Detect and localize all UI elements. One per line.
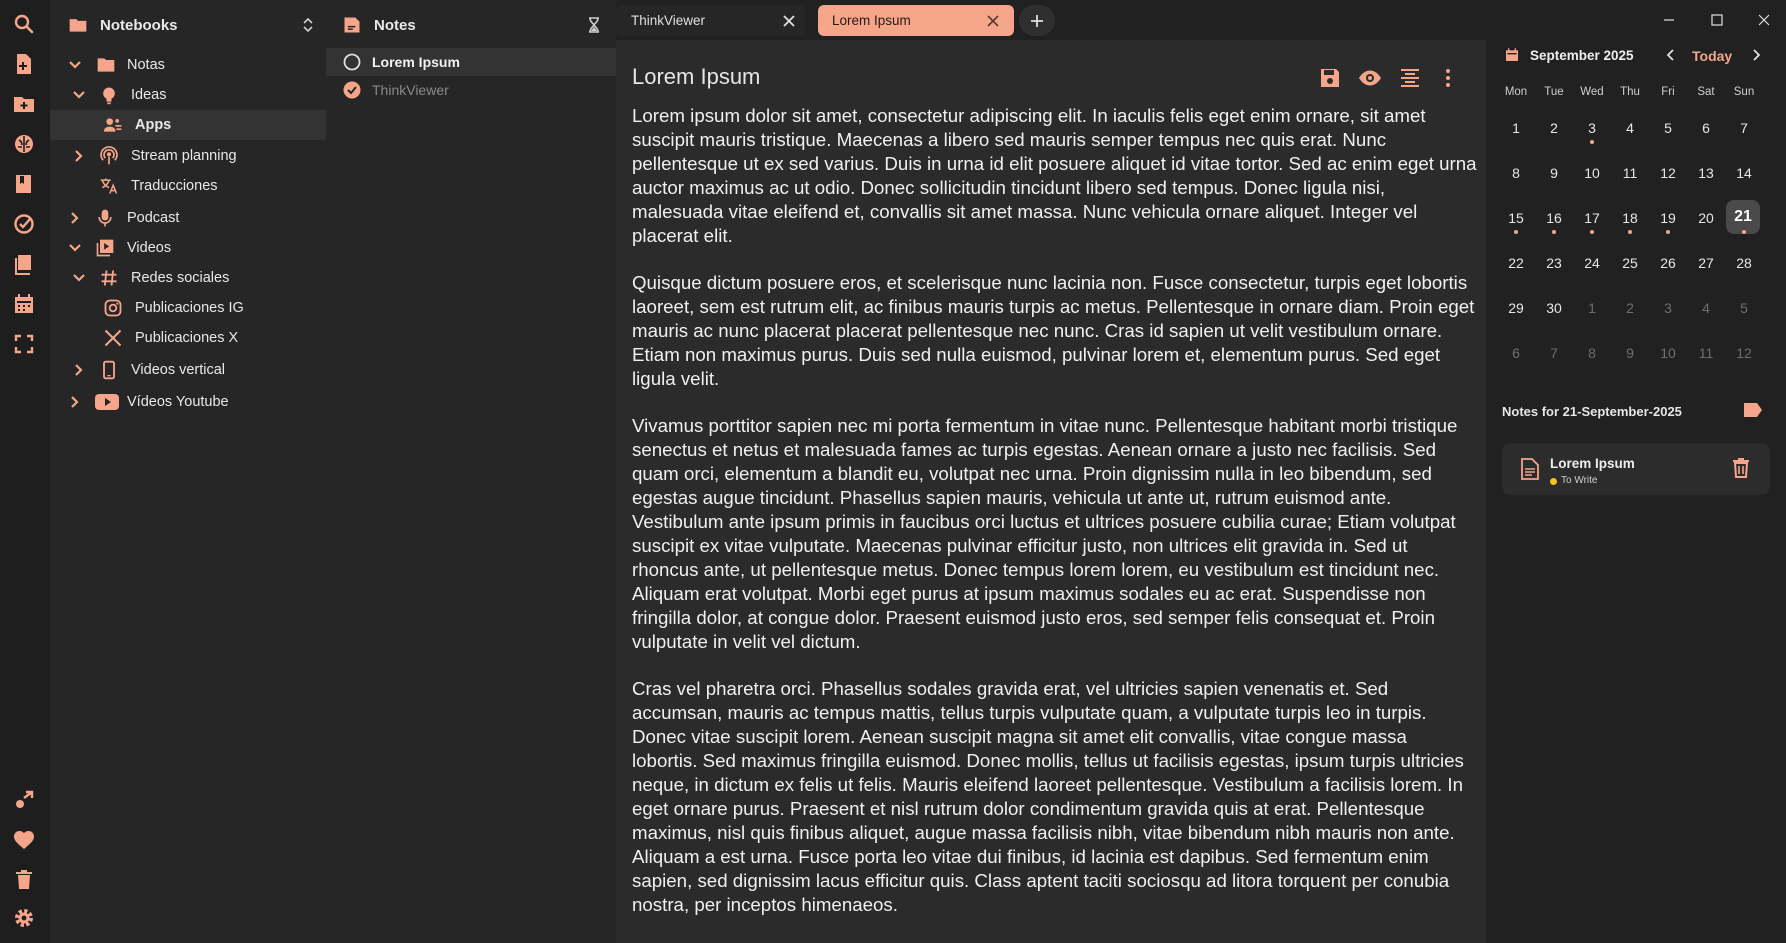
new-tab-button[interactable] [1019,5,1055,36]
weekday-label: Tue [1544,86,1564,98]
notes-header [342,12,602,38]
youtube-icon [95,392,119,412]
chevron-right-icon[interactable] [69,360,89,380]
paragraph: Quisque dictum posuere eros, et scelerisque nunc lacinia non. Fusce consectetur, turpis eget lobortis laoreet, sem est rutrum elit, ac finibus mauris turpis ac metus. Pellentesque in ornare diam. Proin eget mauris ac nunc placerat placerat pellentesque nec nunc. Cras id sapien ut velit vestibulum ornare. Etiam non maximus purus. Duis sed nulla euismod, pulvinar lorem et, elementum purus. Sed eget ligula velit. [632,272,1475,389]
calendar-day[interactable]: 8 [1588,345,1596,361]
calendar-day[interactable]: 13 [1698,165,1714,181]
tree-item-label: Apps [135,117,172,133]
note-item-label: ThinkViewer [372,82,449,98]
paragraph: Vivamus porttitor sapien nec mi porta fermentum in vitae nunc. Pellentesque habitant morbi tristique senectus et netus et malesuada fames ac turpis egestas. Aenean ornare a justo nec facilisis. Sed quam orci, elementum a blandit eu, volutpat nec urna. Proin dignissim nulla in leo bibendum, sed egestas augue tincidunt. Phasellus sapien mauris, vehicula ut ante ut, rutrum euismod ante. Vestibulum ante ipsum primis in faucibus orci luctus et ultrices posuere cubilia curae; Etiam volutpat suscipit ex vitae vulputate. Maecenas pulvinar efficitur justo, non ultrices elit gravida in. Sed ut rhoncus ante, ut pellentesque metus. Donec tempus lorem lorem, eu vestibulum est tincidunt nec. Aliquam erat volutpat. Morbi eget purus at ipsum maximus sodales eu ac erat. Suspendisse non fringilla dolor, at congue dolor. Praesent euismod justo eros, sed semper felis consequat et. Proin vulputate in velit vel dictum. [632,415,1458,652]
microphone-icon [95,208,115,228]
chevron-right-icon[interactable] [65,208,85,228]
tree-item-ideas[interactable] [50,80,326,110]
tree-item-apps[interactable] [50,110,326,140]
calendar-day-today[interactable]: 21 [1726,200,1760,234]
document-icon [1520,458,1540,480]
calendar-day[interactable]: 7 [1740,120,1748,136]
tree-item-label: Videos vertical [131,362,226,378]
tag-icon[interactable] [1744,403,1762,417]
trash-icon[interactable] [12,868,36,892]
chevron-down-icon[interactable] [69,268,89,288]
hashtag-icon [99,268,119,288]
close-icon[interactable] [782,14,796,28]
preview-eye-icon[interactable] [1358,66,1382,90]
chevron-right-icon[interactable] [69,146,89,166]
more-vertical-icon[interactable] [1436,66,1460,90]
weekday-label: Sat [1697,86,1715,98]
calendar-day[interactable]: 5 [1664,120,1672,136]
phone-icon [99,360,119,380]
calendar-day[interactable]: 1 [1512,120,1520,136]
circle-outline-icon[interactable] [342,52,362,72]
maximize-icon[interactable] [1710,13,1724,27]
align-center-icon[interactable] [1398,66,1422,90]
book-icon[interactable] [12,172,36,196]
calendar-panel [1486,0,1786,943]
notebooks-header [68,12,318,38]
window-close-icon[interactable] [1757,13,1771,27]
tab-label: ThinkViewer [631,13,706,28]
note-icon [342,15,362,35]
delete-icon[interactable] [1732,458,1750,478]
weekday-label: Sun [1733,86,1755,98]
calendar-day[interactable]: 10 [1584,165,1600,181]
calendar-day[interactable]: 5 [1740,300,1748,316]
calendar-day[interactable]: 27 [1698,255,1714,271]
focus-icon[interactable] [12,332,36,356]
tree-item-publicaciones-ig[interactable] [50,293,326,323]
tree-item-label: Publicaciones X [135,330,239,346]
calendar-day[interactable]: 15 [1508,210,1524,226]
chevron-down-icon[interactable] [69,85,89,105]
tree-item-notas[interactable] [50,50,326,80]
weekday-label: Mon [1504,86,1528,98]
calendar-day[interactable]: 23 [1546,255,1562,271]
hourglass-icon[interactable] [586,17,602,33]
tree-item-label: Notas [127,57,165,73]
calendar-day[interactable]: 16 [1546,210,1562,226]
chevron-down-icon[interactable] [65,55,85,75]
tree-item-publicaciones-x[interactable] [50,323,326,353]
calendar-day[interactable]: 30 [1546,300,1562,316]
save-icon[interactable] [1318,66,1342,90]
paragraph: Lorem ipsum dolor sit amet, consectetur adipiscing elit. In iaculis felis eget enim ornare, sit amet suscipit mauris tristique. Maecenas a libero sed mauris semper tempus nec quis erat. Nunc pellentesque ut ex sed varius. Duis in urna id elit posuere aliquet id vitae tortor. Sed ac enim eget urna auctor maximus ac ut odio. Donec sollicitudin tincidunt libero sed tempus. Donec ligula nisi, malesuada vitae eleifend et, convallis sit amet massa. Nunc vehicula ornare aliquet. Integer vel placerat elit. [632,105,1477,246]
event-dot [1590,140,1594,144]
weekday-label: Wed [1580,86,1604,98]
calendar-day[interactable]: 26 [1660,255,1676,271]
calendar-day[interactable]: 20 [1698,210,1714,226]
podcast-antenna-icon [99,146,119,166]
calendar-day[interactable]: 3 [1588,120,1596,136]
check-circle-icon[interactable] [12,212,36,236]
tab-lorem-ipsum[interactable] [818,5,1014,36]
calendar-day[interactable]: 12 [1736,345,1752,361]
day-note-status: To Write [1561,475,1598,486]
chevron-right-icon[interactable] [65,392,85,412]
calendar-day[interactable]: 7 [1550,345,1558,361]
note-item-lorem-ipsum[interactable] [326,48,616,76]
chevron-down-icon[interactable] [65,238,85,258]
calendar-day[interactable]: 9 [1626,345,1634,361]
people-icon [103,115,123,135]
library-icon[interactable] [12,252,36,276]
calendar-day[interactable]: 14 [1736,165,1752,181]
tree-item-stream-planning[interactable] [50,141,326,171]
sort-toggle-icon[interactable] [300,17,316,33]
video-library-icon [95,238,115,258]
tree-item-traducciones[interactable] [50,171,326,201]
minimize-icon[interactable] [1662,13,1676,27]
calendar-day[interactable]: 6 [1702,120,1710,136]
tab-bar [616,0,1486,40]
tree-item-label: Redes sociales [131,270,230,286]
calendar-day[interactable]: 3 [1664,300,1672,316]
tree-item-label: Videos [127,240,172,256]
note-item-thinkviewer[interactable] [326,76,616,104]
event-dot [1628,230,1632,234]
day-note-card[interactable] [1502,443,1770,495]
tree-item-videos-vertical[interactable] [50,355,326,385]
event-dot [1666,230,1670,234]
note-editor[interactable] [616,40,1486,943]
notes-list-panel [326,0,616,943]
event-dot [1742,230,1746,234]
new-folder-icon[interactable] [12,92,36,116]
calendar-day[interactable]: 10 [1660,345,1676,361]
day-note-title: Lorem Ipsum [1550,456,1635,471]
close-icon[interactable] [986,14,1000,28]
check-circle-icon[interactable] [342,80,362,100]
tab-label: Lorem Ipsum [832,13,911,28]
calendar-day[interactable]: 28 [1736,255,1752,271]
notebooks-title: Notebooks [100,16,178,34]
tree-item-label: Traducciones [131,178,218,194]
tree-item-videos[interactable] [50,233,326,263]
translate-icon [99,176,119,196]
icon-rail [0,0,51,943]
tree-item-redes-sociales[interactable] [50,263,326,293]
instagram-icon [103,298,123,318]
calendar-day[interactable]: 1 [1588,300,1596,316]
notebook-tree [50,0,327,943]
import-icon[interactable] [12,788,36,812]
lightbulb-icon [99,85,119,105]
calendar-day[interactable]: 17 [1584,210,1600,226]
calendar-month-label: September 2025 [1530,48,1634,63]
tree-item-label: Ideas [131,87,167,103]
calendar-day[interactable]: 22 [1508,255,1524,271]
calendar-icon[interactable] [12,292,36,316]
status-dot [1550,478,1557,485]
calendar-day[interactable]: 12 [1660,165,1676,181]
folder-icon [96,55,116,75]
calendar-day[interactable]: 24 [1584,255,1600,271]
tree-item-label: Publicaciones IG [135,300,244,316]
calendar-day[interactable]: 4 [1626,120,1634,136]
tree-item-label: Podcast [127,210,180,226]
today-button[interactable]: Today [1692,48,1733,64]
heart-icon[interactable] [12,828,36,852]
calendar-day[interactable]: 29 [1508,300,1524,316]
brain-icon[interactable] [12,132,36,156]
calendar-day[interactable]: 6 [1512,345,1520,361]
day-notes-heading: Notes for 21-September-2025 [1502,404,1682,419]
calendar-day[interactable]: 8 [1512,165,1520,181]
calendar-day[interactable]: 11 [1698,345,1714,361]
chevron-right-icon[interactable] [1750,49,1762,61]
chevron-left-icon[interactable] [1665,49,1677,61]
calendar-icon [1504,47,1520,63]
search-icon[interactable] [12,12,36,36]
event-dot [1590,230,1594,234]
calendar-day[interactable]: 2 [1626,300,1634,316]
tree-item-videos-youtube[interactable] [50,387,326,417]
folder-icon [68,15,88,35]
calendar-day[interactable]: 25 [1622,255,1638,271]
tree-item-podcast[interactable] [50,203,326,233]
tree-item-label: Stream planning [131,148,237,164]
gear-icon[interactable] [12,906,36,930]
event-dot [1514,230,1518,234]
note-body[interactable] [632,104,1477,940]
event-dot [1552,230,1556,234]
calendar-day[interactable]: 9 [1550,165,1558,181]
calendar-day[interactable]: 2 [1550,120,1558,136]
plus-icon [1030,14,1044,28]
note-item-label: Lorem Ipsum [372,54,460,70]
note-title[interactable]: Lorem Ipsum [632,64,761,89]
weekday-label: Thu [1620,86,1640,98]
calendar-day[interactable]: 11 [1622,165,1638,181]
calendar-day[interactable]: 19 [1660,210,1676,226]
paragraph: Cras vel pharetra orci. Phasellus sodales gravida erat, vel ultricies sapien venenatis et. Sed accumsan, mauris ac tempus mattis, tellus turpis vulputate quam, a vulputate turpis leo in turpis. Donec vitae suscipit lorem. Aenean suscipit magna sit amet elit convallis, vitae congue massa lobortis. Sed maximus fringilla euismod. Donec mollis, tellus ut facilisis egestas, ipsum turpis ultricies neque, in dictum ex felis ut felis. Mauris eleifend laoreet pellentesque. Vestibulum a facilisis lorem. In eget ornare purus. Praesent et nisl rutrum dolor condimentum gravida quis at erat. Pellentesque maximus, nisl quis finibus aliquet, augue massa facilisis nibh, vitae bibendum nibh mauris non ante. Aliquam a est urna. Fusce porta leo vitae dui finibus, id lacinia est dapibus. Sed fermentum enim sapien, sed dignissim lacus efficitur quis. Class aptent taciti sociosqu ad litora torquent per conubia nostra, per inceptos himenaeos. [632,678,1464,915]
tab-thinkviewer[interactable] [616,5,806,36]
weekday-label: Fri [1661,86,1675,98]
new-note-icon[interactable] [12,52,36,76]
calendar-day[interactable]: 18 [1622,210,1638,226]
tree-item-label: Vídeos Youtube [127,394,229,410]
x-logo-icon [103,328,123,348]
calendar-day[interactable]: 4 [1702,300,1710,316]
notes-title: Notes [374,16,416,34]
